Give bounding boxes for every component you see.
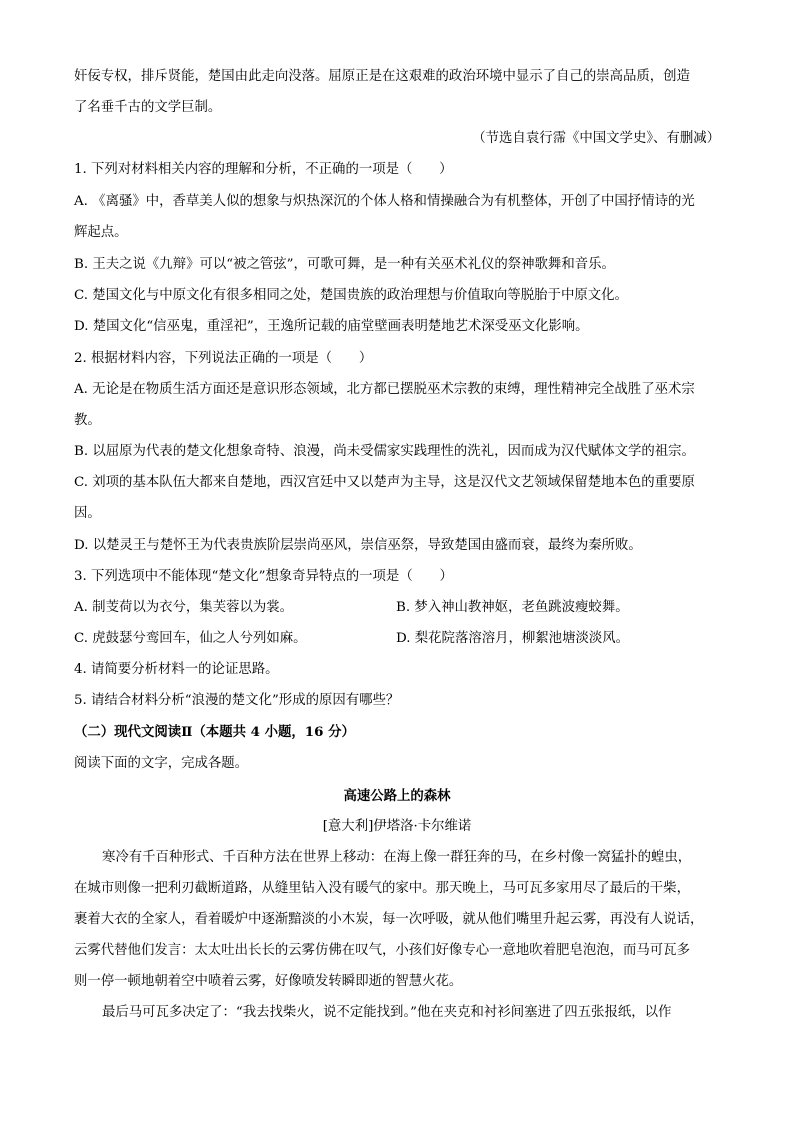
q1-option-c: C. 楚国文化与中原文化有很多相同之处，楚国贵族的政治理想与价值取向等脱胎于中原文化。 [74, 288, 628, 303]
q2-option-a-cont: 教。 [74, 413, 101, 428]
story-title: 高速公路上的森林 [343, 788, 451, 804]
q3-option-d: D. 梨花院落溶溶月，柳絮池塘淡淡风。 [396, 631, 630, 646]
question-1-stem: 1. 下列对材料相关内容的理解和分析，不正确的一项是（ ） [74, 162, 453, 177]
story-paragraph-line: 裹着大衣的全家人，看着暖炉中逐渐黯淡的小木炭，每一次呼吸，就从他们嘴里升起云雾，再没有人说话， [74, 912, 704, 927]
section-instruction: 阅读下面的文字，完成各题。 [74, 756, 249, 771]
story-paragraph-line: 云雾代替他们发言：太太吐出长长的云雾仿佛在叹气，小孩们好像专心一意地吹着肥皂泡泡，而马可瓦多 [74, 943, 690, 958]
story-author: [意大利]伊塔洛·卡尔维诺 [322, 819, 472, 834]
prev-text-line: 了名垂千古的文学巨制。 [74, 100, 222, 115]
prev-text-line: 奸佞专权，排斥贤能，楚国由此走向没落。屈原正是在这艰难的政治环境中显示了自己的崇高品质，创造 [74, 69, 690, 84]
story-paragraph-line: 最后马可瓦多决定了：“我去找柴火，说不定能找到。”他在夹克和衬衫间塞进了四五张报纸，以作 [102, 1005, 672, 1020]
q2-option-d: D. 以楚灵王与楚怀王为代表贵族阶层崇尚巫风，崇信巫祭，导致楚国由盛而衰，最终为秦所败。 [74, 538, 642, 553]
story-paragraph-line: 则一停一顿地朝着空中喷着云雾，好像喷发转瞬即逝的智慧火花。 [74, 974, 463, 989]
section-heading: （二）现代文阅读Ⅱ（本题共 4 小题，16 分） [74, 724, 355, 740]
question-3-stem: 3. 下列选项中不能体现“楚文化”想象奇异特点的一项是（ ） [74, 569, 453, 584]
q1-option-a: A. 《离骚》中，香草美人似的想象与炽热深沉的个体人格和情操融合为有机整体，开创了中国抒情诗的光 [74, 194, 695, 209]
q3-option-c: C. 虎鼓瑟兮鸾回车，仙之人兮列如麻。 [74, 631, 307, 646]
q2-option-c: C. 刘项的基本队伍大都来自楚地，西汉宫廷中又以楚声为主导，这是汉代文艺领域保留楚地本色的重要原 [74, 475, 695, 490]
source-citation: （节选自袁行霈《中国文学史》、有删减） [472, 131, 720, 146]
question-5-stem: 5. 请结合材料分析“浪漫的楚文化”形成的原因有哪些？ [74, 693, 400, 708]
q3-option-b: B. 梦入神山教神妪，老鱼跳波瘦蛟舞。 [396, 600, 629, 615]
q1-option-b: B. 王夫之说《九辩》可以“被之管弦”，可歌可舞，是一种有关巫术礼仪的祭神歌舞和音乐。 [74, 257, 615, 272]
q1-option-a-cont: 辉起点。 [74, 225, 128, 240]
story-paragraph-line: 在城市则像一把利刃截断道路，从缝里钻入没有暖气的家中。那天晚上，马可瓦多家用尽了最后的干柴， [74, 881, 690, 896]
q3-option-a: A. 制芰荷以为衣兮，集芙蓉以为裳。 [74, 600, 294, 615]
q2-option-b: B. 以屈原为代表的楚文化想象奇特、浪漫，尚未受儒家实践理性的洗礼，因而成为汉代赋体文学的祖宗。 [74, 444, 695, 459]
q1-option-d: D. 楚国文化“信巫鬼，重淫祀”，王逸所记载的庙堂壁画表明楚地艺术深受巫文化影响。 [74, 319, 589, 334]
story-paragraph-line: 寒冷有千百种形式、千百种方法在世界上移动：在海上像一群狂奔的马，在乡村像一窝猛扑的蝗虫， [102, 850, 692, 865]
q2-option-a: A. 无论是在物质生活方面还是意识形态领域，北方都已摆脱巫术宗教的束缚，理性精神完全战胜了巫术宗 [74, 382, 695, 397]
q2-option-c-cont: 因。 [74, 506, 101, 521]
question-2-stem: 2. 根据材料内容，下列说法正确的一项是（ ） [74, 351, 373, 366]
question-4-stem: 4. 请简要分析材料一的论证思路。 [74, 662, 279, 677]
